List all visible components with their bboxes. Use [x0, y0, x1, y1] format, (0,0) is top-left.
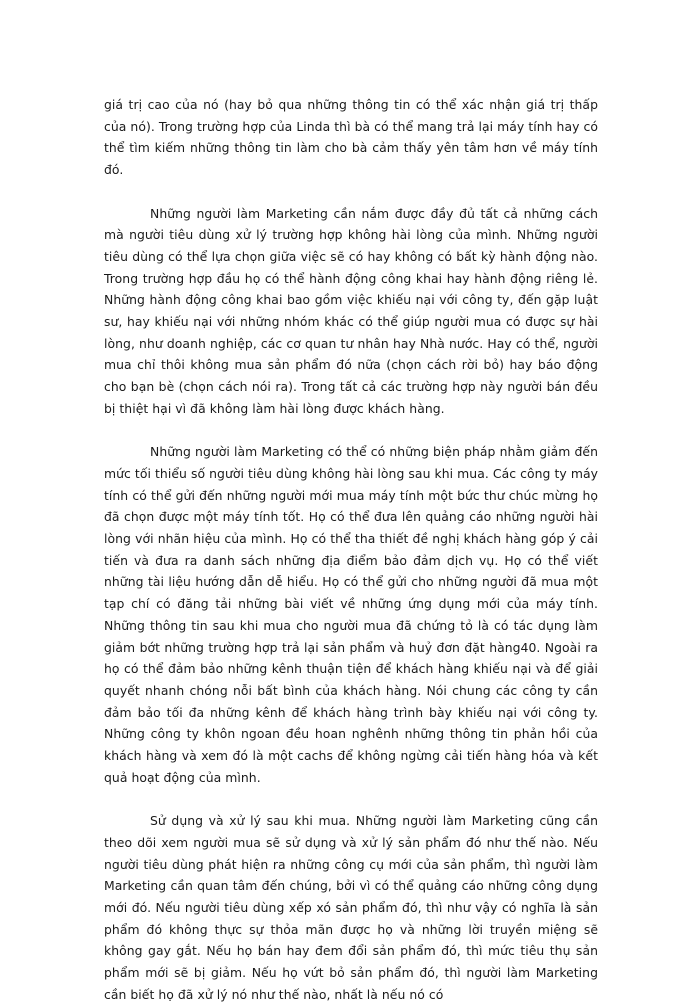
paragraph-use-and-disposal: Sử dụng và xử lý sau khi mua. Những người làm Marketing cũng cần theo dõi xem người mua sẽ sử dụng và xử lý sản phẩm đó như thế nào. Nếu người tiêu dùng phát hiện ra những công cụ mới của sản phẩm, thì người làm Marketing cần quan tâm đến chúng, bởi vì có thể quảng cáo những công dụng mới đó. Nếu người tiêu dùng xếp xó sản phẩm đó, thì như vậy có nghĩa là sản phẩm đó không thực sự thỏa mãn được họ và những lời truyền miệng sẽ không gay gắt. Nếu họ bán hay đem đổi sản phẩm đó, thì mức tiêu thụ sản phẩm mới sẽ bị giảm. Nếu họ vứt bỏ sản phẩm đó, thì người làm Marketing cần biết họ đã xử lý nó như thế nào, nhất là nếu nó có [104, 813, 598, 1002]
paragraph-reducing-dissatisfaction: Những người làm Marketing có thể có những biện pháp nhằm giảm đến mức tối thiểu số người tiêu dùng không hài lòng sau khi mua. Các công ty máy tính có thể gửi đến những người mới mua máy tính một bức thư chúc mừng họ đã chọn được một máy tính tốt. Họ có thể đưa lên quảng cáo những người hài lòng với nhãn hiệu của mình. Họ có thể tha thiết đề nghị khách hàng góp ý cải tiến và đưa ra danh sách những địa điểm bảo đảm dịch vụ. Họ có thể viết những tài liệu hướng dẫn dễ hiểu. Họ có thể gửi cho những người đã mua một tạp chí có đăng tải những bài viết về những ứng dụng mới của máy tính. Những thông tin sau khi mua cho người mua đã chứng tỏ là có tác dụng làm giảm bớt những trường hợp trả lại sản phẩm và huỷ đơn đặt hàng40. Ngoài ra họ có thể đảm bảo những kênh thuận tiện để khách hàng khiếu nại và để giải quyết nhanh chóng nỗi bất bình của khách hàng. Nói chung các công ty cần đảm bảo tối đa những kênh để khách hàng trình bày khiếu nại với công ty. Những công ty khôn ngoan đều hoan nghênh những thông tin phản hồi của khách hàng và xem đó là một cachs để không ngừng cải tiến hàng hóa và kết quả hoạt động của mình. [104, 444, 598, 785]
paragraph-continuation: giá trị cao của nó (hay bỏ qua những thông tin có thể xác nhận giá trị thấp của nó). Trong trường hợp của Linda thì bà có thể mang trả lại máy tính hay có thể tìm kiếm những thông tin làm cho bà cảm thấy yên tâm hơn về máy tính đó. [104, 97, 598, 178]
paragraph-consumer-dissatisfaction-actions: Những người làm Marketing cần nắm được đầy đủ tất cả những cách mà người tiêu dùng xử lý trường hợp không hài lòng của mình. Những người tiêu dùng có thể lựa chọn giữa việc sẽ có hay không có bất kỳ hành động nào. Trong trường hợp đầu họ có thể hành động công khai hay hành động riêng lẻ. Những hành động công khai bao gồm việc khiếu nại với công ty, đến gặp luật sư, hay khiếu nại với những nhóm khác có thể giúp người mua có được sự hài lòng, như doanh nghiệp, các cơ quan tư nhân hay Nhà nước. Hay có thể, người mua chỉ thôi không mua sản phẩm đó nữa (chọn cách rời bỏ) hay báo động cho bạn bè (chọn cách nói ra). Trong tất cả các trường hợp này người bán đều bị thiệt hại vì đã không làm hài lòng được khách hàng. [104, 205, 598, 416]
document-page [104, 94, 598, 1005]
